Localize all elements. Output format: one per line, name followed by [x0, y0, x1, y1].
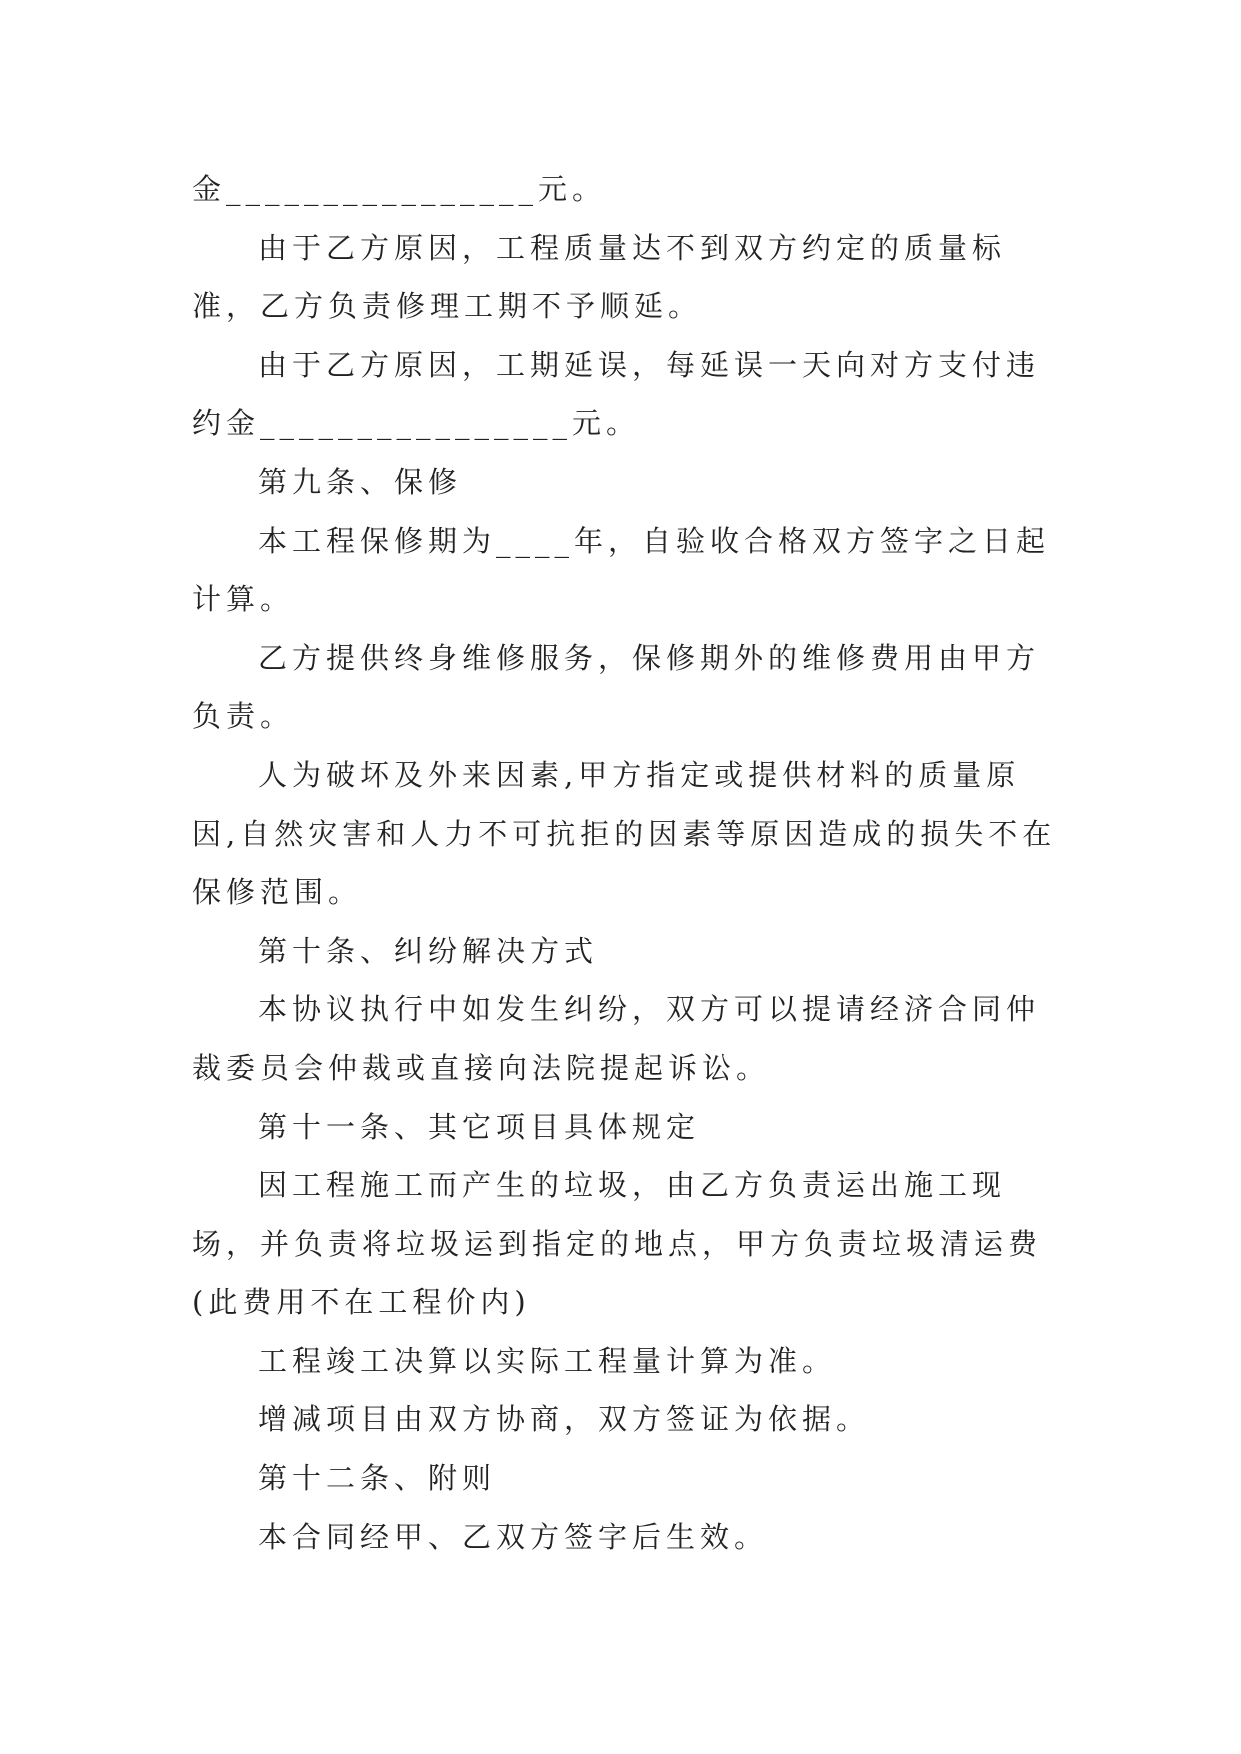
document-body	[192, 160, 1062, 1566]
paragraph-dispute-resolution: 本协议执行中如发生纠纷，双方可以提请经济合同仲裁委员会仲裁或直接向法院提起诉讼。	[192, 992, 1041, 1085]
heading-article-9-warranty: 第九条、保修	[258, 464, 463, 499]
paragraph-quality-standard: 由于乙方原因，工程质量达不到双方约定的质量标准，乙方负责修理工期不予顺延。	[192, 230, 1007, 324]
paragraph-warranty-period: 本工程保修期为____年，自验收合格双方签字之日起计算。	[192, 523, 1051, 617]
heading-article-12-supplementary: 第十二条、附则	[258, 1461, 497, 1496]
heading-article-11-other: 第十一条、其它项目具体规定	[258, 1109, 701, 1144]
paragraph-waste-removal: 因工程施工而产生的垃圾，由乙方负责运出施工现场，并负责将垃圾运到指定的地点，甲方负责垃圾清运费(此费用不在工程价内)	[192, 1168, 1043, 1320]
paragraph-lifetime-service: 乙方提供终身维修服务，保修期外的维修费用由甲方负责。	[192, 640, 1041, 734]
paragraph-additions-reductions: 增减项目由双方协商，双方签证为依据。	[258, 1402, 871, 1437]
paragraph-delay-penalty: 由于乙方原因，工期延误，每延误一天向对方支付违约金________________元。	[192, 347, 1041, 441]
heading-article-10-disputes: 第十条、纠纷解决方式	[258, 933, 599, 968]
paragraph-effective-clause: 本合同经甲、乙双方签字后生效。	[258, 1519, 769, 1554]
paragraph-final-settlement: 工程竣工决算以实际工程量计算为准。	[258, 1343, 837, 1378]
paragraph-penalty-amount-continued: 金________________元。	[192, 172, 607, 206]
paragraph-warranty-exclusions: 人为破坏及外来因素,甲方指定或提供材料的质量原因,自然灾害和人力不可抗拒的因素等原因造成的损失不在保修范围。	[192, 757, 1057, 910]
